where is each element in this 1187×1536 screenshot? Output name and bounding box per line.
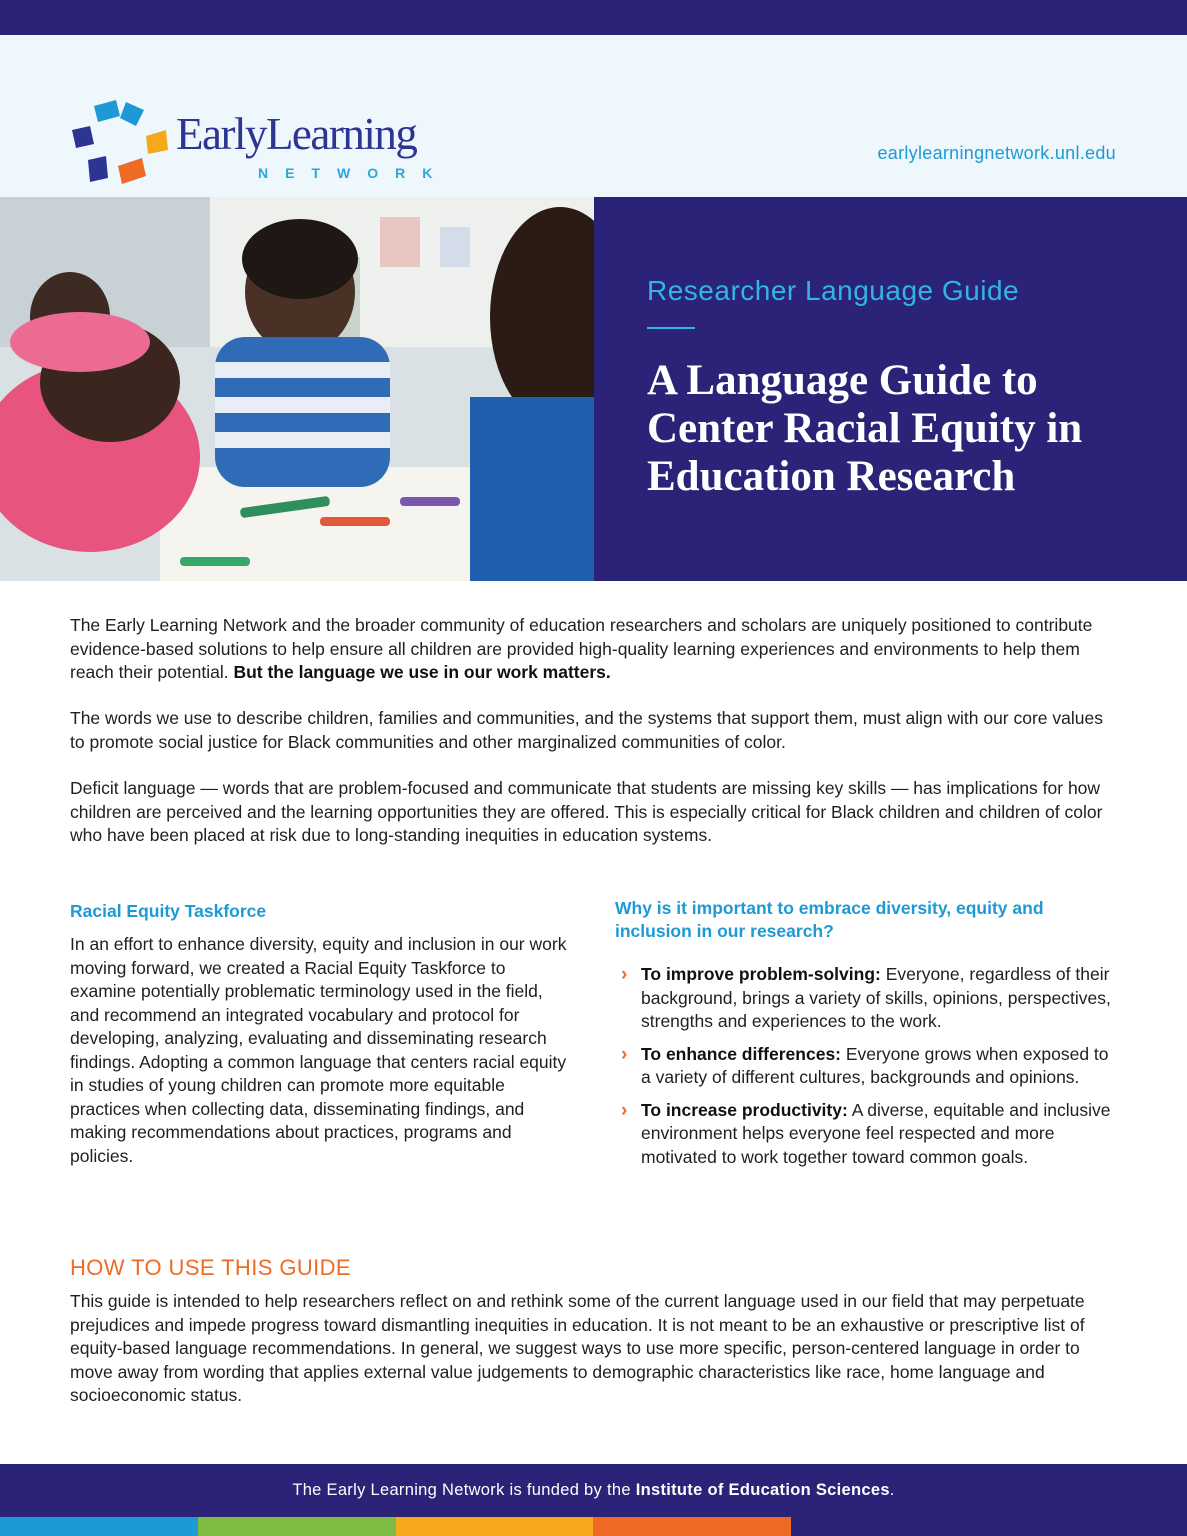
list-item <box>615 963 1115 1034</box>
logo[interactable] <box>68 100 488 195</box>
logo-mark-icon <box>68 100 170 192</box>
footer-prefix: The Early Learning Network is funded by the <box>292 1481 636 1499</box>
color-stripe-bar <box>0 1517 1187 1536</box>
bullet-label: To improve problem-solving: <box>641 964 881 984</box>
why-section <box>615 897 1115 1178</box>
footer-funder: Institute of Education Sciences <box>635 1481 890 1499</box>
hero-panel <box>594 197 1187 581</box>
taskforce-section <box>70 900 575 1168</box>
hero-divider <box>647 327 695 329</box>
intro-paragraph-3: Deficit language — words that are problem-focused and communicate that students are missing key skills — has implications for how children are perceived and the learning opportunities they are offered. This is especially critical for Black children and children of color who have been placed at risk due to long-standing inequities in education systems. <box>70 778 1103 845</box>
chevron-right-icon: › <box>621 1099 628 1121</box>
bullet-text: Everyone, regardless of their background, brings a variety of skills, opinions, perspectives, strengths and experiences to the work. <box>641 964 1111 1031</box>
logo-wordmark: EarlyLearning <box>176 109 417 159</box>
stripe-3 <box>396 1517 594 1536</box>
intro-paragraph-1-text: The Early Learning Network and the broader community of education researchers and scholars are uniquely positioned to contribute evidence-based solutions to help ensure all children are provided high-quality learning experiences and environments to help them reach their potential. <box>70 615 1093 682</box>
hero-photo <box>0 197 594 581</box>
footer-text <box>0 1481 1187 1500</box>
why-heading: Why is it important to embrace diversity, equity and inclusion in our research? <box>615 898 1044 941</box>
taskforce-body: In an effort to enhance diversity, equity and inclusion in our work moving forward, we created a Racial Equity Taskforce to examine potentially problematic terminology used in the field, and recommend an integrated vocabulary and protocol for developing, analyzing, evaluating and disseminating research findings. Adopting a common language that centers racial equity in studies of young children can promote more equitable practices when collecting data, disseminating findings, and making recommendations about practices, programs and policies. <box>70 934 567 1166</box>
intro-paragraph-1 <box>70 614 1120 685</box>
header <box>0 35 1187 197</box>
intro-paragraph-2: The words we use to describe children, families and communities, and the systems that support them, must align with our core values to promote social justice for Black communities and other marginalized communities of color. <box>70 708 1103 752</box>
page-title: A Language Guide to Center Racial Equity in Education Research <box>647 357 1083 500</box>
taskforce-heading: Racial Equity Taskforce <box>70 901 267 921</box>
classroom-photo-illustration <box>0 197 594 581</box>
how-to-use-heading: HOW TO USE THIS GUIDE <box>70 1255 351 1280</box>
bullet-label: To increase productivity: <box>641 1099 848 1120</box>
chevron-right-icon: › <box>621 964 628 985</box>
intro-emphasis: But the language we use in our work matters. <box>233 662 611 682</box>
how-to-use-body: This guide is intended to help researchers reflect on and rethink some of the current language used in our field that may perpetuate prejudices and impede progress toward dismantling inequities in education. It is not meant to be an exhaustive or prescriptive list of equity-based language recommendations. In general, we suggest ways to use more specific, person-centered language in order to move away from wording that applies external value judgements to demographic characteristics like race, home language and socioeconomic status. <box>70 1291 1085 1405</box>
stripe-4 <box>593 1517 791 1536</box>
stripe-6 <box>989 1517 1187 1536</box>
stripe-2 <box>198 1517 396 1536</box>
list-item <box>615 1099 1115 1170</box>
logo-subtitle: NETWORK <box>258 165 450 181</box>
bullet-label: To enhance differences: <box>641 1043 842 1064</box>
bullet-text: Everyone grows when exposed to a variety of different cultures, backgrounds and opinions. <box>641 1043 1109 1087</box>
footer-suffix: . <box>889 1481 895 1499</box>
why-list <box>615 963 1115 1169</box>
stripe-5 <box>791 1517 989 1536</box>
top-bar <box>0 0 1187 35</box>
bullet-text: A diverse, equitable and inclusive environment helps everyone feel respected and more motivated to work together toward common goals. <box>641 1099 1111 1167</box>
hero-kicker: Researcher Language Guide <box>647 275 1020 306</box>
list-item <box>615 1043 1115 1090</box>
site-url-link[interactable]: earlylearningnetwork.unl.edu <box>877 143 1116 163</box>
stripe-1 <box>0 1517 198 1536</box>
footer <box>0 1464 1187 1517</box>
chevron-right-icon: › <box>621 1043 628 1065</box>
